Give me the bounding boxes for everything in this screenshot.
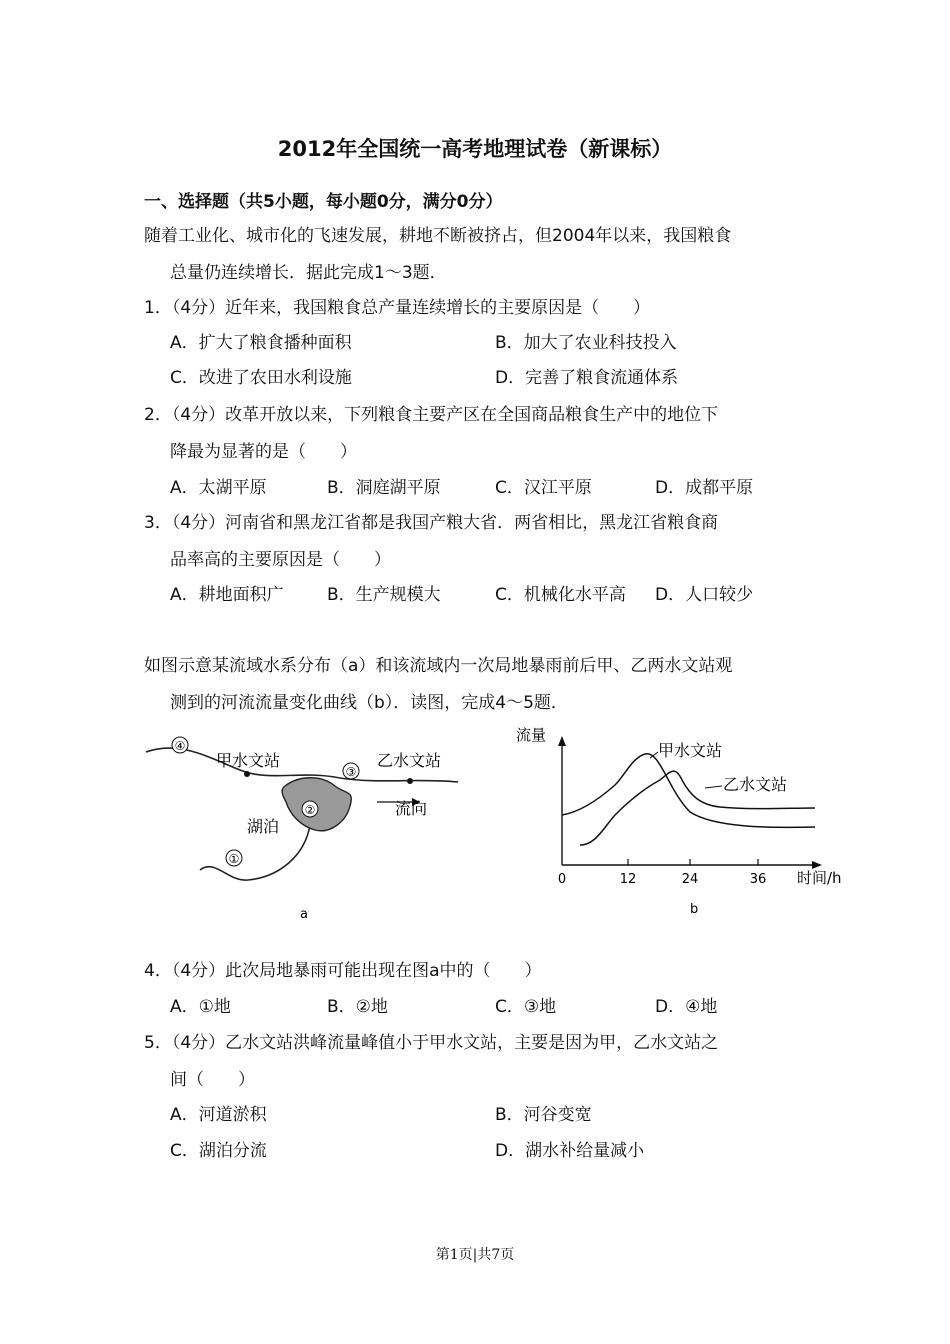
intro-1-line-2: 总量仍连续增长．据此完成1～3题．: [170, 263, 447, 283]
q1-option-c: C．改进了农田水利设施: [170, 368, 352, 388]
q5-option-d: D．湖水补给量减小: [495, 1141, 645, 1161]
figure-b-flow-chart: [510, 720, 860, 925]
label-station-yi: 乙水文站: [377, 751, 442, 770]
page-title: 2012年全国统一高考地理试卷（新课标）: [277, 137, 673, 161]
q5-option-a: A．河道淤积: [170, 1105, 267, 1125]
q2-option-a: A．太湖平原: [170, 478, 267, 498]
q5-stem-line-2: 间（ ）: [170, 1070, 255, 1090]
q4-option-a: A．①地: [170, 997, 231, 1017]
tick-24: 24: [681, 872, 699, 887]
marker-4: [172, 737, 188, 753]
tick-0: 0: [557, 872, 567, 887]
q2-option-b: B．洞庭湖平原: [327, 478, 441, 498]
q5-option-b: B．河谷变宽: [495, 1105, 592, 1125]
marker-3: [343, 763, 359, 779]
q2-stem-line-2: 降最为显著的是（ ）: [170, 442, 357, 462]
x-axis-label: 时间/h: [797, 869, 842, 887]
figure-a-label: a: [300, 907, 308, 922]
svg-text:②: ②: [304, 803, 316, 817]
q3-option-b: B．生产规模大: [327, 585, 441, 605]
q3-option-c: C．机械化水平高: [495, 585, 626, 605]
svg-text:④: ④: [174, 739, 186, 753]
tick-36: 36: [749, 872, 767, 887]
station-jia-dot: [244, 771, 250, 777]
q1-option-a: A．扩大了粮食播种面积: [170, 333, 352, 353]
figure-a-river-map: [140, 730, 470, 930]
marker-1: [226, 850, 242, 866]
q3-option-d: D．人口较少: [655, 585, 754, 605]
intro-1-line-1: 随着工业化、城市化的飞速发展，耕地不断被挤占，但2004年以来，我国粮食: [144, 226, 732, 246]
figure-b-label: b: [690, 902, 699, 917]
label-lake: 湖泊: [247, 817, 280, 836]
q4-option-b: B．②地: [327, 997, 388, 1017]
q3-option-a: A．耕地面积广: [170, 585, 284, 605]
q4-stem: 4．（4分）此次局地暴雨可能出现在图a中的（ ）: [144, 961, 542, 981]
svg-text:③: ③: [345, 765, 357, 779]
q2-option-c: C．汉江平原: [495, 478, 592, 498]
label-flow: 流向: [395, 799, 428, 818]
tick-12: 12: [619, 872, 637, 887]
intro-2-line-2: 测到的河流流量变化曲线（b）．读图，完成4～5题．: [170, 693, 568, 713]
section-heading: 一、选择题（共5小题，每小题0分，满分0分）: [144, 192, 503, 212]
q1-option-b: B．加大了农业科技投入: [495, 333, 677, 353]
q4-option-d: D．④地: [655, 997, 718, 1017]
series-jia-label: 甲水文站: [658, 741, 723, 760]
page-footer: 第1页|共7页: [435, 1247, 515, 1263]
q2-stem-line-1: 2．（4分）改革开放以来，下列粮食主要产区在全国商品粮食生产中的地位下: [144, 405, 719, 425]
q2-option-d: D．成都平原: [655, 478, 754, 498]
series-yi-label: 乙水文站: [723, 775, 788, 794]
q1-stem: 1．（4分）近年来，我国粮食总产量连续增长的主要原因是（ ）: [144, 298, 651, 318]
intro-2-line-1: 如图示意某流域水系分布（a）和该流域内一次局地暴雨前后甲、乙两水文站观: [144, 656, 733, 676]
q3-stem-line-2: 品率高的主要原因是（ ）: [170, 550, 391, 570]
y-axis-label: 流量: [516, 726, 547, 744]
station-yi-dot: [407, 778, 413, 784]
q3-stem-line-1: 3．（4分）河南省和黑龙江省都是我国产粮大省．两省相比，黑龙江省粮食商: [144, 513, 719, 533]
q4-option-c: C．③地: [495, 997, 557, 1017]
q5-option-c: C．湖泊分流: [170, 1141, 267, 1161]
label-station-jia: 甲水文站: [216, 751, 281, 770]
marker-2: [302, 801, 318, 817]
q5-stem-line-1: 5．（4分）乙水文站洪峰流量峰值小于甲水文站，主要是因为甲，乙水文站之: [144, 1033, 719, 1053]
q1-option-d: D．完善了粮食流通体系: [495, 368, 679, 388]
svg-text:①: ①: [228, 852, 240, 866]
